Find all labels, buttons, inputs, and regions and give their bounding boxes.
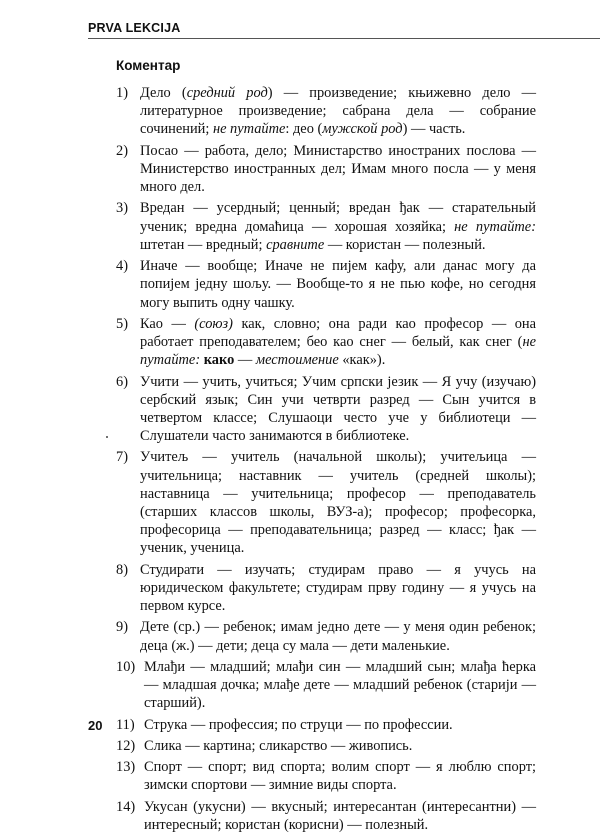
entry-number: 9) bbox=[116, 619, 128, 636]
entry-text bbox=[140, 199, 536, 254]
text-run: Спорт — спорт; вид спорта; волим спорт — я люблю спорт; зимски спортови — зимние виды спорта. bbox=[144, 759, 536, 794]
italic-term: не путайте: bbox=[454, 218, 536, 235]
page-number: 20 bbox=[88, 718, 103, 733]
commentary-entry-5 bbox=[116, 315, 536, 370]
commentary-entry-13 bbox=[116, 758, 536, 794]
text-run: Струка — профессия; по струци — по профессии. bbox=[144, 716, 453, 733]
text-run: штетан — вредный; bbox=[140, 236, 267, 253]
text-run: Слика — картина; сликарство — живопись. bbox=[144, 737, 413, 754]
entry-number: 2) bbox=[116, 142, 128, 159]
italic-term: сравните bbox=[266, 236, 325, 253]
text-run: Као — bbox=[140, 315, 195, 332]
commentary-entry-4 bbox=[116, 257, 536, 312]
entry-number: 10) bbox=[116, 658, 136, 675]
commentary-entry-3 bbox=[116, 199, 536, 254]
entry-text bbox=[140, 142, 536, 197]
entry-text bbox=[140, 561, 536, 616]
italic-term: не путайте bbox=[212, 121, 286, 138]
entry-text bbox=[144, 758, 536, 794]
entry-text bbox=[140, 84, 536, 139]
text-run: Студирати — изучать; студирам право — я учусь на юридическом факультете; студирам прву годину — я учусь на первом курсе. bbox=[140, 561, 536, 615]
running-head: PRVA LEKCIJA bbox=[88, 21, 181, 35]
text-run: Вредан — усердный; ценный; вредан ђак — старательный ученик; вредна домаћица — хорошая хозяйка; bbox=[140, 200, 536, 235]
commentary-entry-1 bbox=[116, 84, 536, 139]
entry-number: 12) bbox=[116, 737, 136, 754]
entry-number: 1) bbox=[116, 85, 128, 101]
text-run: Иначе — вообще; Иначе не пијем кафу, али данас могу да попијем једну шољу. — Вообще-то я не пью кофе, но сегодня могу выпить одну чашку. bbox=[140, 258, 536, 311]
text-run: Учитељ — учитель (начальной школы); учитељица — учительница; наставник — учитель (средней школы); наставница — учительница; професор — преподаватель (старших классов школы, ВУЗ-а); професор; професорка, професорица — преподавательница; разред — класс; ђак — ученик, ученица. bbox=[140, 449, 536, 557]
entry-number: 11) bbox=[116, 716, 135, 733]
text-run: — bbox=[234, 352, 256, 369]
text-run: как, словно; она ради као професор — она работает преподавателем; бео као снег — белый, как снег ( bbox=[140, 315, 536, 351]
entry-number: 8) bbox=[116, 561, 128, 578]
commentary-entry-7 bbox=[116, 448, 536, 557]
commentary-entry-14 bbox=[116, 798, 536, 834]
italic-term: (союз) bbox=[194, 315, 233, 332]
entry-text bbox=[144, 737, 536, 755]
entry-number: 5) bbox=[116, 315, 128, 332]
entry-text bbox=[144, 658, 536, 713]
italic-term: средний род bbox=[186, 85, 268, 101]
commentary-entry-11 bbox=[116, 716, 536, 734]
text-run: ) — произведение; књижевно дело — литературное произведение; сабрана дела — собрание сочинений; bbox=[140, 85, 536, 138]
commentary-entry-2 bbox=[116, 142, 536, 197]
commentary-entry-9 bbox=[116, 618, 536, 654]
commentary-list bbox=[116, 84, 536, 837]
entry-number: 3) bbox=[116, 200, 128, 217]
italic-term: мужской род bbox=[322, 121, 403, 138]
entry-text bbox=[140, 448, 536, 557]
entry-number: 7) bbox=[116, 449, 128, 466]
text-run: Учити — учить, учиться; Учим српски језик — Я учу (изучаю) сербский язык; Син учи четврти разред — Сын учится в четвертом классе; Слушаоци често уче у библиотеци — Слушатели часто занимаются в библиотеке. bbox=[140, 373, 536, 445]
entry-text bbox=[144, 798, 536, 834]
text-run: Дело ( bbox=[140, 85, 187, 101]
entry-number: 4) bbox=[116, 258, 128, 275]
commentary-entry-8 bbox=[116, 561, 536, 616]
text-run: : део ( bbox=[285, 121, 323, 138]
header-rule bbox=[88, 38, 600, 39]
entry-text bbox=[140, 315, 536, 370]
entry-text bbox=[144, 716, 536, 734]
italic-term: местоимение bbox=[255, 352, 339, 369]
entry-number: 13) bbox=[116, 759, 136, 776]
entry-number: 14) bbox=[116, 798, 136, 815]
text-run: Укусан (укусни) — вкусный; интересантан (интересантни) — интересный; користан (корисни) — полезный. bbox=[144, 798, 536, 833]
section-title: Коментар bbox=[116, 58, 181, 73]
italic-term: не путайте: bbox=[140, 334, 536, 369]
text-run: Млађи — младший; млађи син — младший сын; млађа ћерка — младшая дочка; млађе дете — младший ребенок (старији — старший). bbox=[144, 658, 536, 712]
text-run: Посао — работа, дело; Министарство иностраних послова — Министерство иностранных дел; Имам много посла — у меня много дел. bbox=[140, 142, 536, 196]
entry-text bbox=[140, 373, 536, 446]
entry-number: 6) bbox=[116, 373, 128, 390]
commentary-entry-6 bbox=[116, 373, 536, 446]
commentary-entry-12 bbox=[116, 737, 536, 755]
commentary-entry-10 bbox=[116, 658, 536, 713]
text-run: «как»). bbox=[338, 352, 386, 369]
text-run: — користан — полезный. bbox=[324, 236, 486, 253]
entry-text bbox=[140, 618, 536, 654]
text-run: Дете (ср.) — ребенок; имам једно дете — у меня один ребенок; деца (ж.) — дети; деца су мала — дети маленькие. bbox=[140, 619, 536, 654]
bold-term: како bbox=[203, 352, 235, 369]
stray-ink-mark bbox=[106, 436, 108, 438]
text-run: ) — часть. bbox=[402, 121, 466, 138]
entry-text bbox=[140, 257, 536, 312]
